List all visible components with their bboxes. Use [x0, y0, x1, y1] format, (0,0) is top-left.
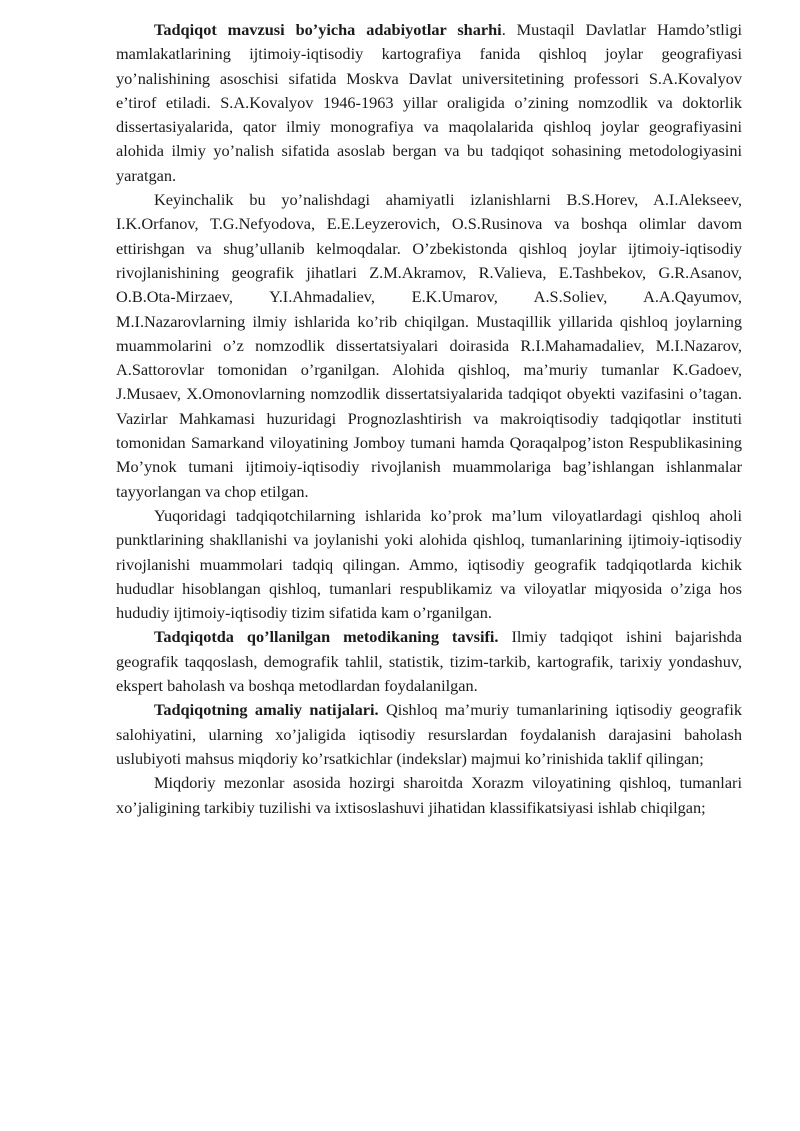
paragraph-literature-review	[116, 18, 742, 188]
paragraph-text: . Mustaqil Davlatlar Hamdo’stligi mamlakatlarining ijtimoiy-iqtisodiy kartografiya fanida qishloq joylar geografiyasi yo’nalishining asoschisi sifatida Moskva Davlat universitetining professori S.A.Kovalyov e’tirof etiladi. S.A.Kovalyov 1946-1963 yillar oraligida o’zining nomzodlik va doktorlik dissertasiyalarida, qator ilmiy monografiya va maqolalarida qishloq joylar geografiyasini alohida ilmiy yo’nalish sifatida asoslab bergan va bu tadqiqot sohasining metodologiyasini yaratgan.	[116, 20, 743, 185]
paragraph-text: Qishloq ma’muriy tumanlarining iqtisodiy geografik salohiyatini, ularning xo’jaligida iqtisodiy resurslardan foydalanish darajasini baholash uslubiyoti mahsus miqdoriy ko’rsatkichlar (indekslar) majmui ko’rinishida taklif qilingan;	[116, 700, 743, 768]
paragraph-researchers	[116, 188, 742, 504]
paragraph-classification	[116, 771, 742, 820]
paragraph-research-gap	[116, 504, 742, 625]
paragraph-methodology	[116, 625, 742, 698]
paragraph-heading: Tadqiqotda qo’llanilgan metodikaning tavsifi.	[154, 627, 499, 647]
paragraph-heading: Tadqiqot mavzusi bo’yicha adabiyotlar sharhi	[154, 20, 502, 39]
paragraph-text: Ilmiy tadqiqot ishini bajarishda geografik taqqoslash, demografik tahlil, statistik, tizim-tarkib, kartografik, tarixiy yondashuv, ekspert baholash va boshqa metodlardan foydalanilgan.	[116, 627, 742, 696]
paragraph-text: Miqdoriy mezonlar asosida hozirgi sharoitda Xorazm viloyatining qishloq, tumanlari xo’jaligining tarkibiy tuzilishi va ixtisoslashuvi jihatidan klassifikatsiyasi ishlab chiqilgan;	[116, 773, 742, 817]
paragraph-practical-results	[116, 698, 742, 771]
document-page	[116, 18, 742, 820]
paragraph-text: Yuqoridagi tadqiqotchilarning ishlarida ko’prok ma’lum viloyatlardagi qishloq aholi punktlarining shakllanishi va joylanishi yoki alohida qishloq, tumanlarining ijtimoiy-iqtisodiy rivojlanishi muammolari tadqiq qilingan. Ammo, iqtisodiy geografik tadqiqotlarda kichik hududlar hisoblangan qishloq, tumanlari respublikamiz va viloyatlar miqyosida o’ziga hos hududiy ijtimoiy-iqtisodiy tizim sifatida kam o’rganilgan.	[116, 505, 742, 623]
paragraph-heading: Tadqiqotning amaliy natijalari.	[154, 700, 379, 720]
paragraph-text: Keyinchalik bu yo’nalishdagi ahamiyatli izlanishlarni B.S.Horev, A.I.Alekseev, I.K.Orfanov, T.G.Nefyodova, E.E.Leyzerovich, O.S.Rusinova va boshqa olimlar davom ettirishgan va shug’ullanib kelmoqdalar. O’zbekistonda qishloq joylar ijtimoiy-iqtisodiy rivojlanishining geografik jihatlari Z.M.Akramov, R.Valieva, E.Tashbekov, G.R.Asanov, O.B.Ota-Mirzaev, Y.I.Ahmadaliev, E.K.Umarov, A.S.Soliev, A.A.Qayumov, M.I.Nazarovlarning ilmiy ishlarida ko’rib chiqilgan. Mustaqillik yillarida qishloq joylarning muammolarini o’z nomzodlik dissertatsiyalari doirasida R.I.Mahamadaliev, M.I.Nazarov, A.Sattorovlar tomonidan o’rganilgan. Alohida qishloq, ma’muriy tumanlar K.Gadoev, J.Musaev, X.Omonovlarning nomzodlik dissertatsiyalarida tadqiqot obyekti vazifasini o’tagan. Vazirlar Mahkamasi huzuridagi Prognozlashtirish va makroiqtisodiy tadqiqotlar instituti tomonidan Samarkand viloyatining Jomboy tumani hamda Qoraqalpog’iston Respublikasining Mo’ynok tumani ijtimoiy-iqtisodiy rivojlanish muammolariga bag’ishlangan ishlanmalar tayyorlangan va chop etilgan.	[116, 190, 742, 501]
